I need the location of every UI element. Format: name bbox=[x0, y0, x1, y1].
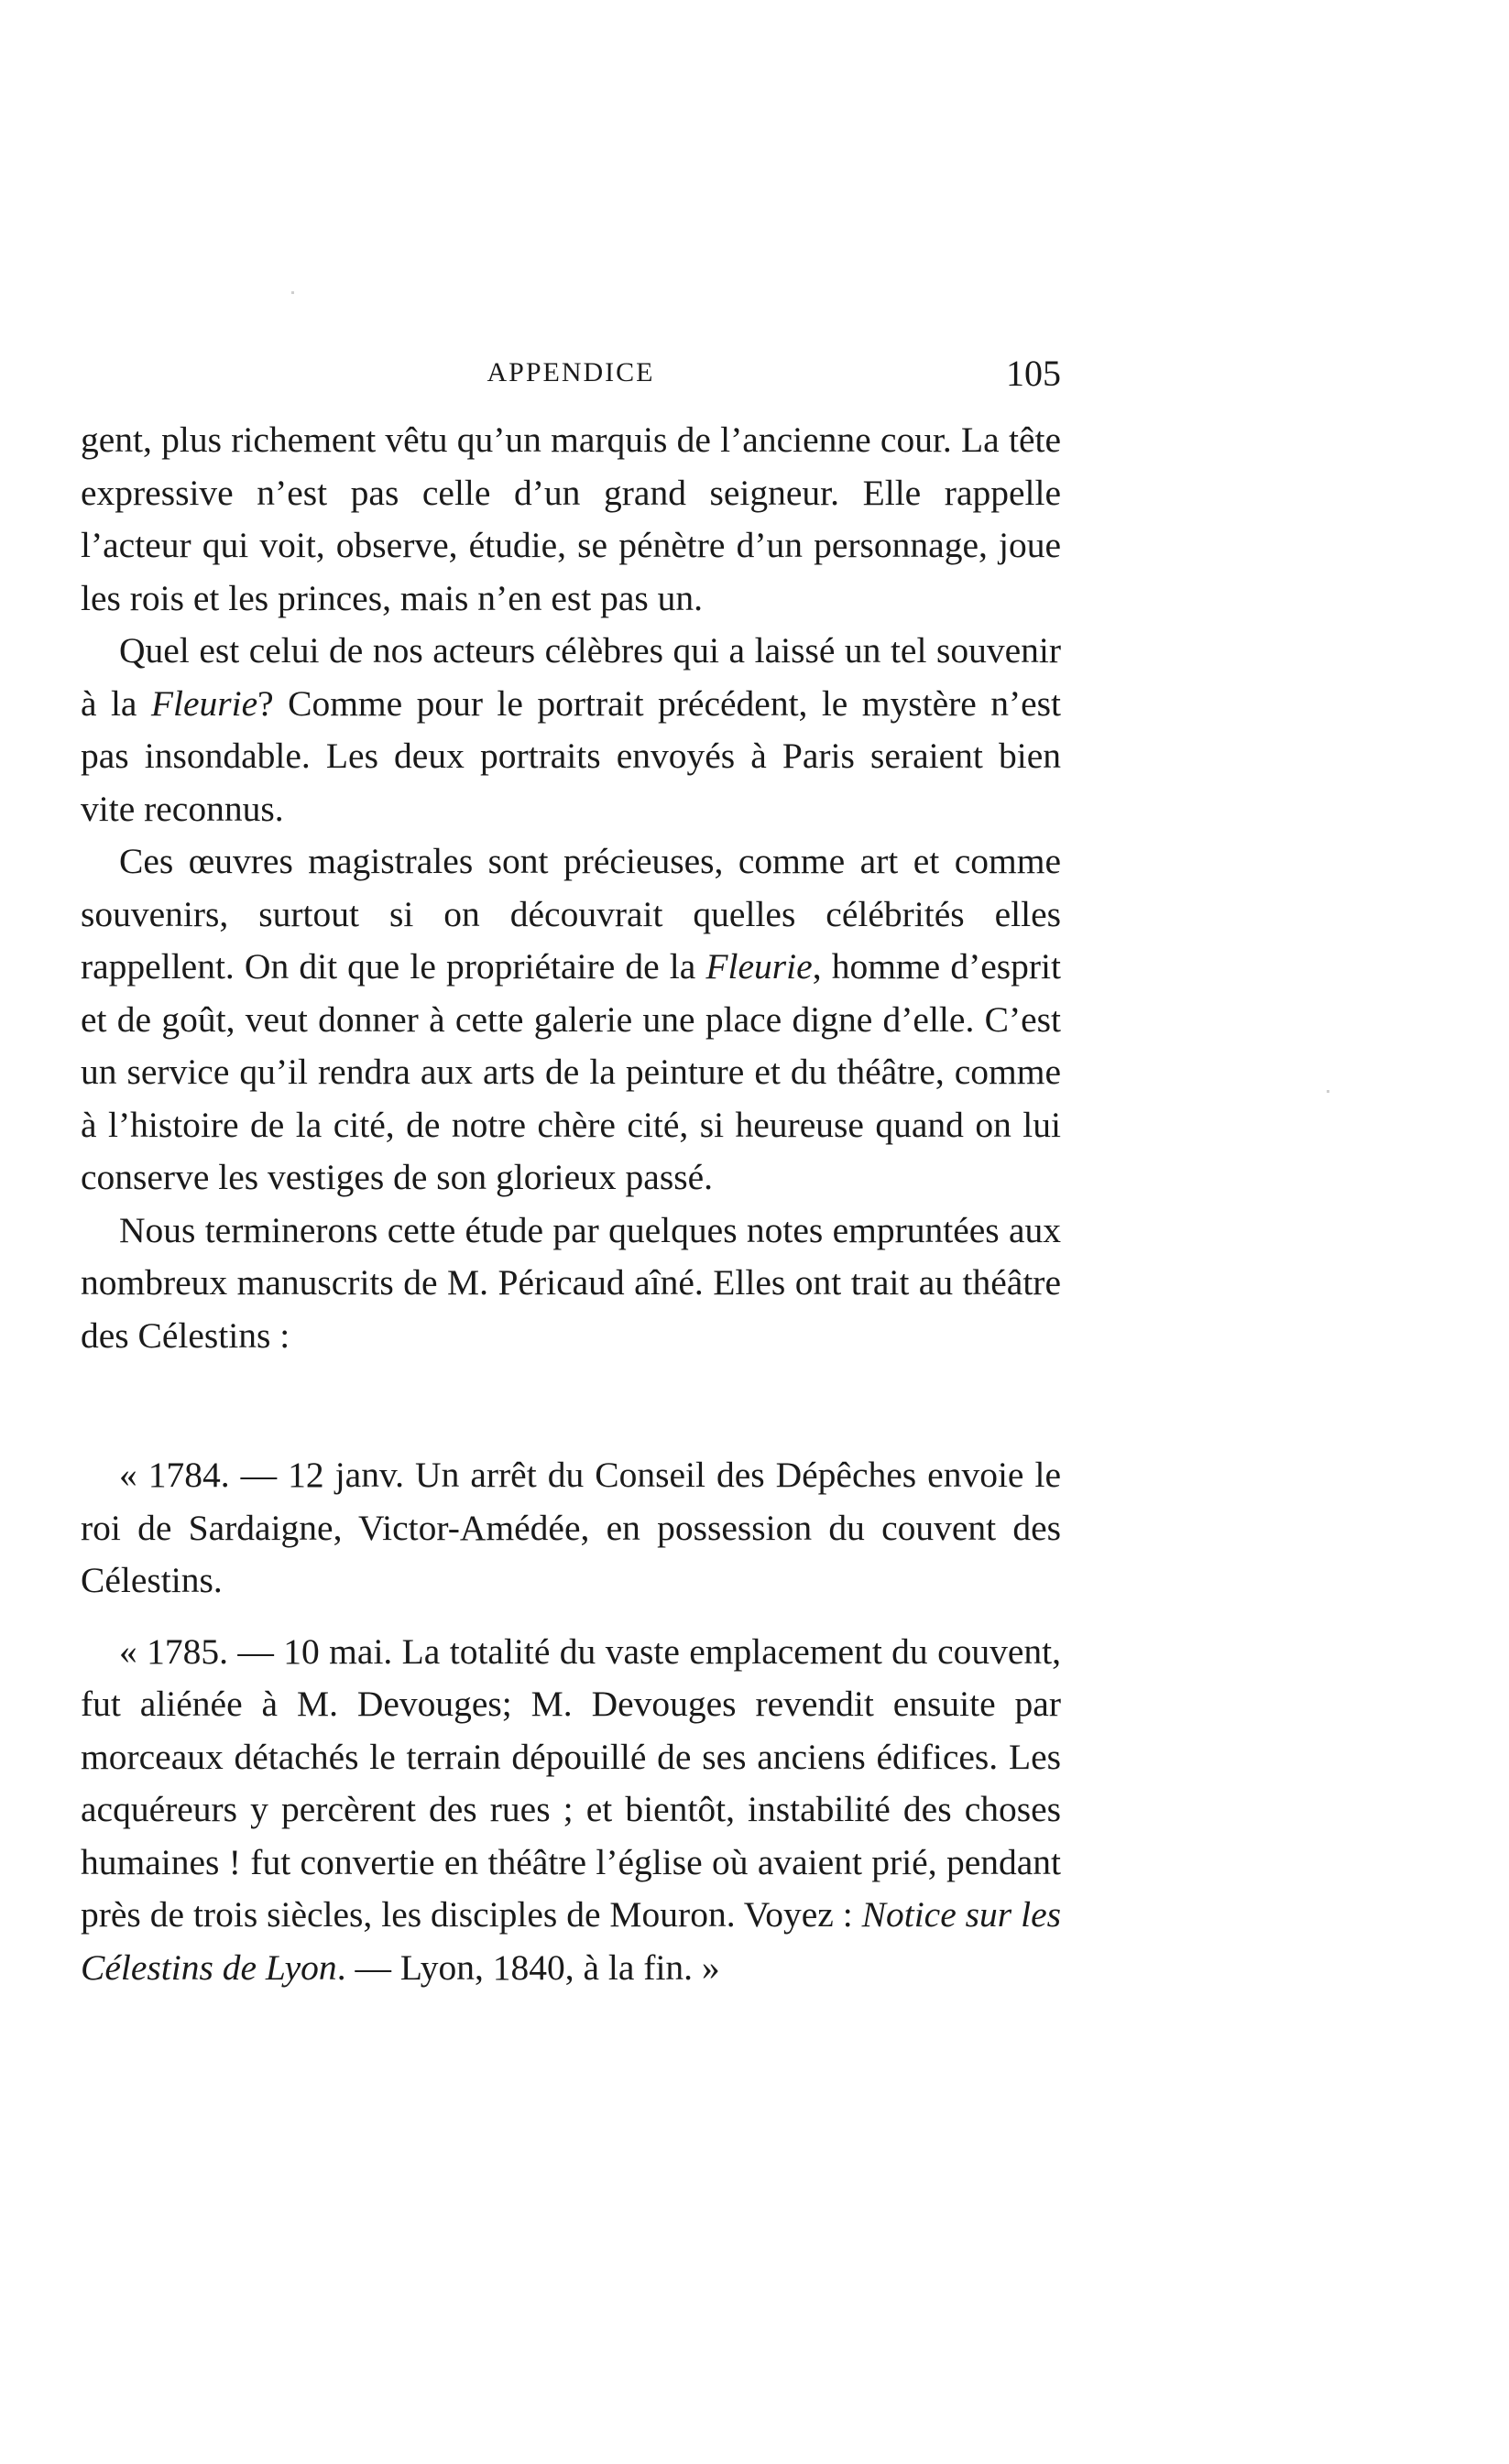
italic-title: Fleurie bbox=[150, 682, 258, 724]
section-gap bbox=[81, 1362, 1061, 1449]
paragraph bbox=[81, 414, 1061, 625]
text-run: Ces œuvres magistrales sont précieuses, comme art et comme souvenirs, surtout si on découvrait quelles célébrités elles rappellent. On dit que le propriétaire de la bbox=[81, 841, 1061, 987]
text-run: Nous terminerons cette étude par quelques notes empruntées aux nombreux manuscrits de M. Péricaud aîné. Elles ont trait au théâtre des Célestins : bbox=[81, 1209, 1061, 1356]
page-number: 105 bbox=[1006, 353, 1061, 394]
text-run: , homme d’esprit et de goût, veut donner à cette galerie une place digne d’elle. C’est un service qu’il rendra aux arts de la peinture et du théâtre, comme à l’histoire de la cité, de notre chère cité, si heureuse quand on lui conserve les vestiges de son glorieux passé. bbox=[81, 946, 1061, 1197]
quoted-note bbox=[81, 1449, 1061, 1608]
paragraph bbox=[81, 625, 1061, 835]
running-head: APPENDICE bbox=[487, 357, 655, 387]
text-run: Quel est celui de nos acteurs célèbres qui a laissé un tel souvenir à la bbox=[81, 630, 1061, 724]
italic-title: Fleurie bbox=[705, 946, 813, 987]
note-gap bbox=[81, 1608, 1061, 1626]
text-run: gent, plus richement vêtu qu’un marquis de l’ancienne cour. La tête expressive n’est pas celle d’un grand seigneur. Elle rappelle l’acteur qui voit, observe, étudie, se pénètre d’un personnage, joue les rois et les princes, mais n’en est pas un. bbox=[81, 420, 1061, 618]
paragraph bbox=[81, 1205, 1061, 1363]
text-run: « 1784. — 12 janv. Un arrêt du Conseil des Dépêches envoie le roi de Sardaigne, Victor-Amédée, en possession du couvent des Célestins. bbox=[81, 1455, 1061, 1600]
scan-speck bbox=[1327, 1090, 1329, 1093]
page-header bbox=[81, 353, 1061, 403]
italic-title: Notice sur les Célestins de Lyon bbox=[81, 1894, 1061, 1988]
quoted-note bbox=[81, 1626, 1061, 1995]
scan-speck bbox=[291, 291, 294, 294]
text-run: ? Comme pour le portrait précédent, le mystère n’est pas insondable. Les deux portraits envoyés à Paris seraient bien vite reconnus. bbox=[81, 682, 1061, 829]
text-run: « 1785. — 10 mai. La totalité du vaste emplacement du couvent, fut aliénée à M. Devouges; M. Devouges revendit ensuite par morceaux détachés le terrain dépouillé de ses anciens édifices. Les acquéreurs y percèrent des rues ; et bientôt, instabilité des choses humaines ! fut convertie en théâtre l’église où avaient prié, pendant près de trois siècles, les disciples de Mouron. Voyez : bbox=[81, 1630, 1061, 1935]
paragraph bbox=[81, 835, 1061, 1205]
text-run: . — Lyon, 1840, à la fin. » bbox=[336, 1946, 720, 1988]
body-text bbox=[81, 414, 1061, 1994]
